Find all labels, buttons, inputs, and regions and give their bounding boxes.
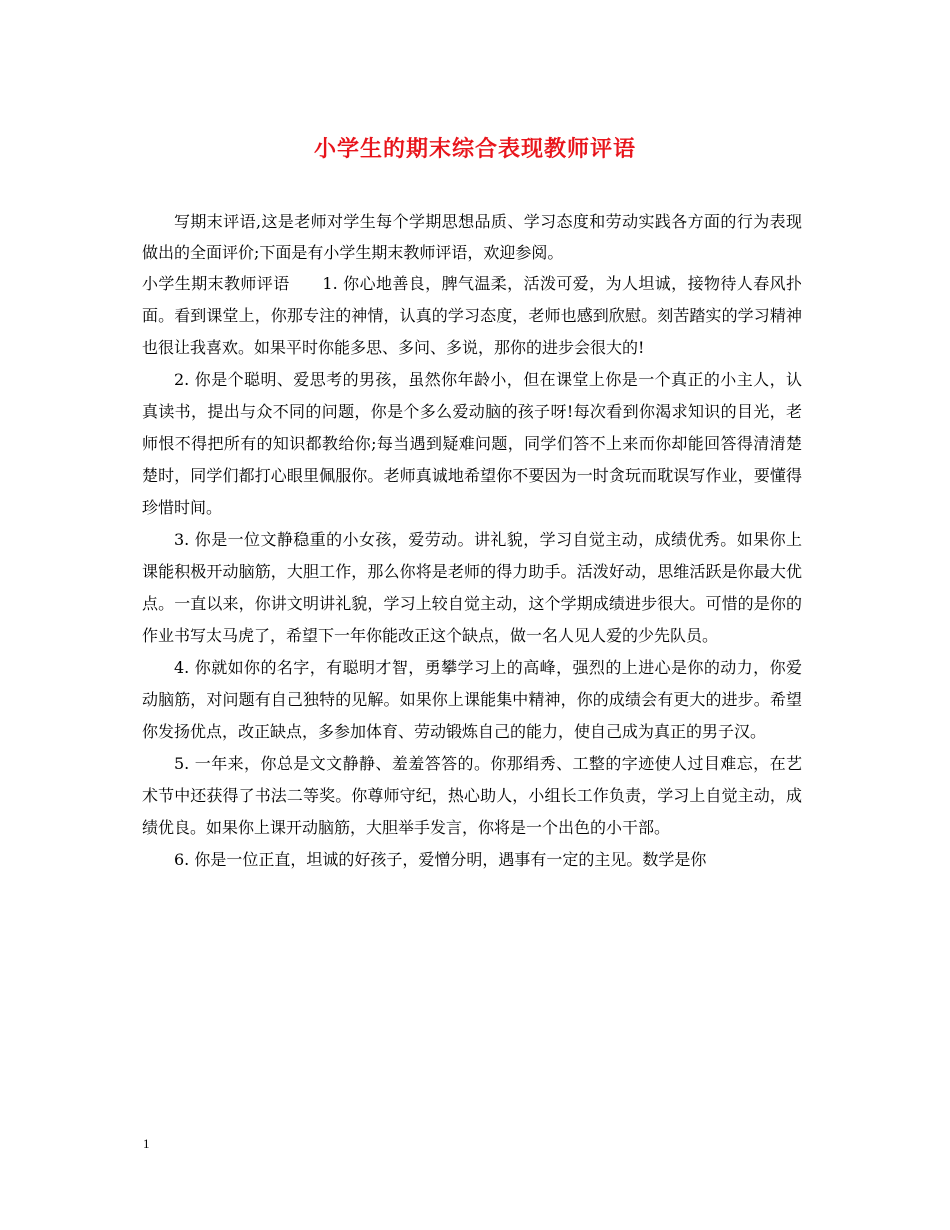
document-body bbox=[142, 206, 802, 876]
comment-paragraph-2: 2. 你是个聪明、爱思考的男孩，虽然你年龄小，但在课堂上你是一个真正的小主人，认真读书，提出与众不同的问题，你是个多么爱动脑的孩子呀!每次看到你渴求知识的目光，老师恨不得把所有的知识都教给你;每当遇到疑难问题，同学们答不上来而你却能回答得清清楚楚时，同学们都打心眼里佩服你。老师真诚地希望你不要因为一时贪玩而耽误写作业，要懂得珍惜时间。 bbox=[142, 370, 802, 517]
page-number: 1 bbox=[143, 1136, 150, 1151]
intro-paragraph: 写期末评语,这是老师对学生每个学期思想品质、学习态度和劳动实践各方面的行为表现做出的全面评价;下面是有小学生期末教师评语，欢迎参阅。 bbox=[142, 212, 802, 262]
comment-paragraph-4: 4. 你就如你的名字，有聪明才智，勇攀学习上的高峰，强烈的上进心是你的动力，你爱动脑筋，对问题有自己独特的见解。如果你上课能集中精神，你的成绩会有更大的进步。希望你发扬优点，改正缺点，多参加体育、劳动锻炼自己的能力，使自己成为真正的男子汉。 bbox=[142, 658, 802, 741]
comment-paragraph-3: 3. 你是一位文静稳重的小女孩，爱劳动。讲礼貌，学习自觉主动，成绩优秀。如果你上课能积极开动脑筋，大胆工作，那么你将是老师的得力助手。活泼好动，思维活跃是你最大优点。一直以来，你讲文明讲礼貌，学习上较自觉主动，这个学期成绩进步很大。可惜的是你的作业书写太马虎了，希望下一年你能改正这个缺点，做一名人见人爱的少先队员。 bbox=[142, 530, 802, 645]
document-title: 小学生的期末综合表现教师评语 bbox=[313, 136, 636, 162]
comment-paragraph-6: 6. 你是一位正直，坦诚的好孩子，爱憎分明，遇事有一定的主见。数学是你 bbox=[174, 850, 707, 869]
comment-paragraph-5: 5. 一年来，你总是文文静静、羞羞答答的。你那绢秀、工整的字迹使人过目难忘，在艺术节中还获得了书法二等奖。你尊师守纪，热心助人，小组长工作负责，学习上自觉主动，成绩优良。如果你上课开动脑筋，大胆举手发言，你将是一个出色的小干部。 bbox=[142, 754, 802, 837]
comment-paragraph-1: 小学生期末教师评语 1. 你心地善良，脾气温柔，活泼可爱，为人坦诚，接物待人春风扑面。看到课堂上，你那专注的神情，认真的学习态度，老师也感到欣慰。刻苦踏实的学习精神也很让我喜欢。如果平时你能多思、多问、多说，那你的进步会很大的! bbox=[142, 274, 802, 357]
